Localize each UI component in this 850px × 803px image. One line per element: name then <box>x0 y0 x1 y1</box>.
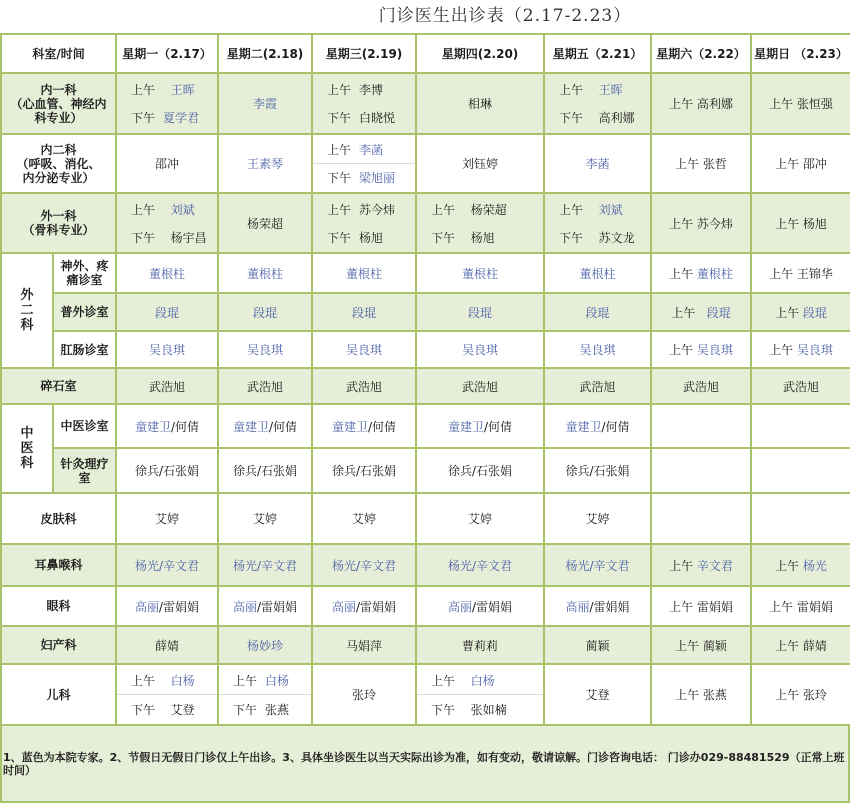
doctor-name: 雷娟娟 <box>796 599 833 614</box>
page-title: 门诊医生出诊表（2.17-2.23） <box>378 6 632 26</box>
cell-wed: 马娟萍 <box>312 626 416 664</box>
cell-wed <box>312 73 416 134</box>
cell-sun <box>751 293 850 331</box>
doctor-name: 张如楠 <box>470 702 507 717</box>
doctor-name: 段琨 <box>802 305 827 320</box>
cell-wed <box>312 193 416 253</box>
doctor-name: 杨光 <box>802 558 827 573</box>
cell-thu: 杨光/辛文君 <box>416 544 544 586</box>
doctor-name: 童建卫 <box>447 419 484 434</box>
dept-label <box>1 134 116 193</box>
cell-fri: 徐兵/石张娟 <box>544 448 651 493</box>
cell-sun <box>751 493 850 544</box>
header-day: 星期六（2.22） <box>651 34 751 73</box>
separator: / <box>256 599 262 614</box>
cell-thu: 段琨 <box>416 293 544 331</box>
dept-name: 中医科 <box>20 426 34 471</box>
doctor-name: 刘斌 <box>170 202 195 217</box>
doctor-name: 辛文君 <box>696 558 733 573</box>
am-label: 上午 <box>769 343 794 357</box>
separator: / <box>355 599 361 614</box>
doctor-name: 高丽 <box>134 599 159 614</box>
doctor-name: 王晖 <box>598 82 623 97</box>
cell-sat: 上午 张哲 <box>651 134 751 193</box>
dept-specialty: （呼吸、消化、 <box>16 156 101 171</box>
cell-wed: 徐兵/石张娟 <box>312 448 416 493</box>
cell-mon <box>116 73 218 134</box>
dept-label: 儿科 <box>1 664 116 725</box>
footer-note-line: 时间） <box>3 763 36 777</box>
doctor-name: 杨宇昌 <box>170 230 207 245</box>
row-wai2-general <box>1 293 850 331</box>
cell-sat <box>651 664 751 725</box>
dept-name: 内二科 <box>40 142 77 157</box>
header-row <box>1 34 850 73</box>
cell-sun <box>751 586 850 626</box>
cell-sat <box>651 331 751 368</box>
cell-fri: 杨光/辛文君 <box>544 544 651 586</box>
cell-sat <box>651 493 751 544</box>
cell-thu: 艾婷 <box>416 493 544 544</box>
cell-wed: 吴良琪 <box>312 331 416 368</box>
cell-sun <box>751 626 850 664</box>
cell-thu <box>416 404 544 448</box>
cell-sat <box>651 448 751 493</box>
schedule-table <box>0 33 850 726</box>
separator: / <box>483 419 489 434</box>
am-label: 上午 <box>671 305 696 320</box>
separator: / <box>471 599 477 614</box>
separator: / <box>268 419 274 434</box>
doctor-name: 李博 <box>359 82 384 97</box>
pm-label: 下午 <box>131 230 156 245</box>
cell-tue: 李霞 <box>218 73 312 134</box>
cell-sat <box>651 404 751 448</box>
cell-thu: 武浩旭 <box>416 368 544 404</box>
doctor-name: 白杨 <box>470 673 495 688</box>
cell-tue: 徐兵/石张娟 <box>218 448 312 493</box>
cell-thu: 吴良琪 <box>416 331 544 368</box>
cell-sat: 上午 苏今炜 <box>651 193 751 253</box>
am-label: 上午 <box>131 82 156 97</box>
dept-label: 妇产科 <box>1 626 116 664</box>
dept-label <box>1 193 116 253</box>
am-label: 上午 <box>669 266 694 281</box>
doctor-name: 白晓悦 <box>359 111 396 126</box>
dept-label <box>1 404 53 493</box>
row-wai1 <box>1 193 850 253</box>
cell-fri: 艾婷 <box>544 493 651 544</box>
cell-fri: 吴良琪 <box>544 331 651 368</box>
doctor-name: 雷娟娟 <box>593 599 630 614</box>
doctor-name: 苏文龙 <box>598 230 635 245</box>
cell-sun: 上午 杨旭 <box>751 193 850 253</box>
cell-tue: 吴良琪 <box>218 331 312 368</box>
am-label: 上午 <box>131 673 156 688</box>
header-day: 星期四(2.20) <box>416 34 544 73</box>
header-day: 星期五（2.21） <box>544 34 651 73</box>
separator: / <box>158 599 164 614</box>
cell-mon: 段琨 <box>116 293 218 331</box>
doctor-name: 王锦华 <box>796 266 833 281</box>
doctor-name: 雷娟娟 <box>163 599 200 614</box>
doctor-name: 张玲 <box>802 688 827 702</box>
cell-sun: 上午 张恒强 <box>751 73 850 134</box>
row-fuchan <box>1 626 850 664</box>
cell-tue: 艾婷 <box>218 493 312 544</box>
doctor-name: 艾登 <box>170 702 195 717</box>
pm-label: 下午 <box>431 702 456 717</box>
cell-tue <box>218 586 312 626</box>
am-label: 上午 <box>769 266 794 281</box>
doctor-name: 雷娟娟 <box>476 599 513 614</box>
cell-wed <box>312 586 416 626</box>
dept-label: 皮肤科 <box>1 493 116 544</box>
cell-wed: 艾婷 <box>312 493 416 544</box>
cell-wed: 武浩旭 <box>312 368 416 404</box>
dept-specialty: 内分泌专业） <box>22 170 95 185</box>
cell-sat: 武浩旭 <box>651 368 751 404</box>
am-label: 上午 <box>775 688 800 702</box>
doctor-name: 吴良琪 <box>796 343 833 357</box>
cell-fri: 段琨 <box>544 293 651 331</box>
cell-fri: 蔺颖 <box>544 626 651 664</box>
cell-tue: 段琨 <box>218 293 312 331</box>
dept-label: 眼科 <box>1 586 116 626</box>
dept-specialty: （心血管、神经内 <box>10 96 107 111</box>
row-wai2-anorectal <box>1 331 850 368</box>
cell-fri <box>544 193 651 253</box>
row-erke <box>1 664 850 725</box>
row-erbi <box>1 544 850 586</box>
separator: / <box>367 419 373 434</box>
doctor-name: 童建卫 <box>565 419 602 434</box>
pm-label: 下午 <box>327 111 352 126</box>
doctor-name: 吴良琪 <box>696 343 733 357</box>
cell-mon: 艾婷 <box>116 493 218 544</box>
cell-sun <box>751 544 850 586</box>
subdept-label: 针灸理疗室 <box>53 448 116 493</box>
cell-tue <box>218 404 312 448</box>
cell-wed: 杨光/辛文君 <box>312 544 416 586</box>
cell-mon: 武浩旭 <box>116 368 218 404</box>
cell-tue: 杨荣超 <box>218 193 312 253</box>
am-label: 上午 <box>327 82 352 97</box>
doctor-name: 梁旭丽 <box>359 171 396 185</box>
cell-mon <box>116 193 218 253</box>
pm-label: 下午 <box>327 230 352 245</box>
cell-mon: 杨光/辛文君 <box>116 544 218 586</box>
doctor-name: 夏学君 <box>163 111 200 126</box>
am-label: 上午 <box>233 673 258 688</box>
doctor-name: 高利娜 <box>598 111 635 126</box>
cell-tue: 杨光/辛文君 <box>218 544 312 586</box>
pm-label: 下午 <box>559 111 584 126</box>
dept-label: 碎石室 <box>1 368 116 404</box>
doctor-name: 高丽 <box>331 599 356 614</box>
cell-sat <box>651 544 751 586</box>
pm-label: 下午 <box>233 702 258 717</box>
doctor-name: 雷娟娟 <box>261 599 298 614</box>
dept-specialty: 科专业） <box>34 110 83 125</box>
subdept-label: 中医诊室 <box>53 404 116 448</box>
cell-mon: 董根柱 <box>116 253 218 293</box>
cell-thu: 相琳 <box>416 73 544 134</box>
cell-fri <box>544 404 651 448</box>
am-label: 上午 <box>327 143 352 157</box>
cell-wed: 董根柱 <box>312 253 416 293</box>
separator: / <box>601 419 606 434</box>
footer-note-line: 1、蓝色为本院专家。2、节假日无假日门诊仅上午出诊。3、具体坐诊医生以当天实际出诊为准，如有变动，敬请谅解。门诊咨询电话： 门诊办029-88481529（正常上班 <box>3 750 845 764</box>
cell-mon: 邵冲 <box>116 134 218 193</box>
dept-specialty: （骨科专业） <box>22 223 95 237</box>
cell-mon <box>116 664 218 725</box>
dept-label <box>1 73 116 134</box>
doctor-name: 何倩 <box>488 419 513 434</box>
dept-label: 耳鼻喉科 <box>1 544 116 586</box>
pm-label: 下午 <box>327 171 352 185</box>
cell-sun <box>751 664 850 725</box>
dept-name: 内一科 <box>40 82 77 97</box>
row-yanke <box>1 586 850 626</box>
doctor-name: 杨旭 <box>359 230 384 245</box>
cell-sun <box>751 404 850 448</box>
cell-tue: 王素琴 <box>218 134 312 193</box>
am-label: 上午 <box>675 638 700 653</box>
doctor-name: 王晖 <box>170 82 195 97</box>
cell-mon: 徐兵/石张娟 <box>116 448 218 493</box>
cell-fri: 李菡 <box>544 134 651 193</box>
cell-mon <box>116 404 218 448</box>
cell-thu <box>416 664 544 725</box>
doctor-name: 白杨 <box>170 673 195 688</box>
cell-thu <box>416 193 544 253</box>
cell-tue: 杨妙珍 <box>218 626 312 664</box>
doctor-name: 何倩 <box>175 419 200 434</box>
row-zhongyi-acupuncture <box>1 448 850 493</box>
am-label: 上午 <box>431 202 456 217</box>
pm-label: 下午 <box>559 230 584 245</box>
doctor-name: 何倩 <box>273 419 298 434</box>
subdept-label: 普外诊室 <box>53 293 116 331</box>
am-label: 上午 <box>431 673 456 688</box>
cell-thu: 董根柱 <box>416 253 544 293</box>
cell-tue: 武浩旭 <box>218 368 312 404</box>
header-day: 星期日 （2.23） <box>751 34 850 73</box>
cell-mon: 吴良琪 <box>116 331 218 368</box>
am-label: 上午 <box>327 202 352 217</box>
cell-wed <box>312 404 416 448</box>
cell-sat: 上午 高利娜 <box>651 73 751 134</box>
row-nei1 <box>1 73 850 134</box>
doctor-name: 段琨 <box>706 305 731 320</box>
row-pifu <box>1 493 850 544</box>
cell-fri <box>544 586 651 626</box>
am-label: 上午 <box>775 638 800 653</box>
cell-sun: 武浩旭 <box>751 368 850 404</box>
doctor-name: 董根柱 <box>696 266 733 281</box>
footer-notes <box>0 726 850 803</box>
doctor-name: 高丽 <box>232 599 257 614</box>
subdept-label: 肛肠诊室 <box>53 331 116 368</box>
pm-label: 下午 <box>131 111 156 126</box>
header-day: 星期二(2.18) <box>218 34 312 73</box>
row-nei2 <box>1 134 850 193</box>
am-label: 上午 <box>131 202 156 217</box>
header-corner: 科室/时间 <box>1 34 116 73</box>
cell-thu: 刘钰婷 <box>416 134 544 193</box>
am-label: 上午 <box>775 305 800 320</box>
doctor-name: 苏今炜 <box>359 202 396 217</box>
doctor-name: 何倩 <box>605 419 630 434</box>
am-label: 上午 <box>675 688 700 702</box>
am-label: 上午 <box>559 82 584 97</box>
cell-mon: 薛婧 <box>116 626 218 664</box>
doctor-name: 杨荣超 <box>470 202 507 217</box>
cell-thu: 徐兵/石张娟 <box>416 448 544 493</box>
cell-sun <box>751 253 850 293</box>
cell-fri: 武浩旭 <box>544 368 651 404</box>
row-wai2-neuro <box>1 253 850 293</box>
doctor-name: 蔺颖 <box>702 638 727 653</box>
cell-fri: 艾登 <box>544 664 651 725</box>
doctor-name: 高丽 <box>447 599 472 614</box>
pm-label: 下午 <box>131 702 156 717</box>
cell-sat <box>651 293 751 331</box>
doctor-name: 何倩 <box>372 419 397 434</box>
dept-name: 外一科 <box>40 209 77 223</box>
dept-label <box>1 253 53 368</box>
cell-sun: 上午 邵冲 <box>751 134 850 193</box>
doctor-name: 白杨 <box>265 673 290 688</box>
am-label: 上午 <box>559 202 584 217</box>
cell-thu <box>416 586 544 626</box>
doctor-name: 李菡 <box>359 143 384 157</box>
am-label: 上午 <box>669 343 694 357</box>
cell-wed <box>312 134 416 193</box>
header-day: 星期三(2.19) <box>312 34 416 73</box>
doctor-name: 张燕 <box>702 688 727 702</box>
cell-wed: 段琨 <box>312 293 416 331</box>
cell-sat <box>651 626 751 664</box>
separator: / <box>170 419 176 434</box>
doctor-name: 薛婧 <box>802 638 827 653</box>
am-label: 上午 <box>775 558 800 573</box>
cell-mon <box>116 586 218 626</box>
doctor-name: 杨旭 <box>470 230 495 245</box>
cell-sat <box>651 253 751 293</box>
cell-sun <box>751 448 850 493</box>
row-suishi <box>1 368 850 404</box>
doctor-name: 高丽 <box>565 599 590 614</box>
cell-fri <box>544 73 651 134</box>
cell-wed: 张玲 <box>312 664 416 725</box>
pm-label: 下午 <box>431 230 456 245</box>
cell-thu: 曹莉莉 <box>416 626 544 664</box>
doctor-name: 刘斌 <box>598 202 623 217</box>
doctor-name: 童建卫 <box>134 419 171 434</box>
doctor-name: 童建卫 <box>232 419 269 434</box>
am-label: 上午 <box>669 558 694 573</box>
cell-sat <box>651 586 751 626</box>
separator: / <box>589 599 594 614</box>
cell-tue <box>218 664 312 725</box>
doctor-name: 雷娟娟 <box>696 599 733 614</box>
doctor-name: 童建卫 <box>331 419 368 434</box>
am-label: 上午 <box>669 599 694 614</box>
doctor-name: 雷娟娟 <box>360 599 397 614</box>
doctor-name: 张燕 <box>265 702 290 717</box>
row-zhongyi-tcm <box>1 404 850 448</box>
cell-fri: 董根柱 <box>544 253 651 293</box>
subdept-label: 神外、疼痛诊室 <box>53 253 116 293</box>
header-day: 星期一（2.17） <box>116 34 218 73</box>
am-label: 上午 <box>769 599 794 614</box>
cell-sun <box>751 331 850 368</box>
dept-name: 外二科 <box>20 288 34 333</box>
cell-tue: 董根柱 <box>218 253 312 293</box>
